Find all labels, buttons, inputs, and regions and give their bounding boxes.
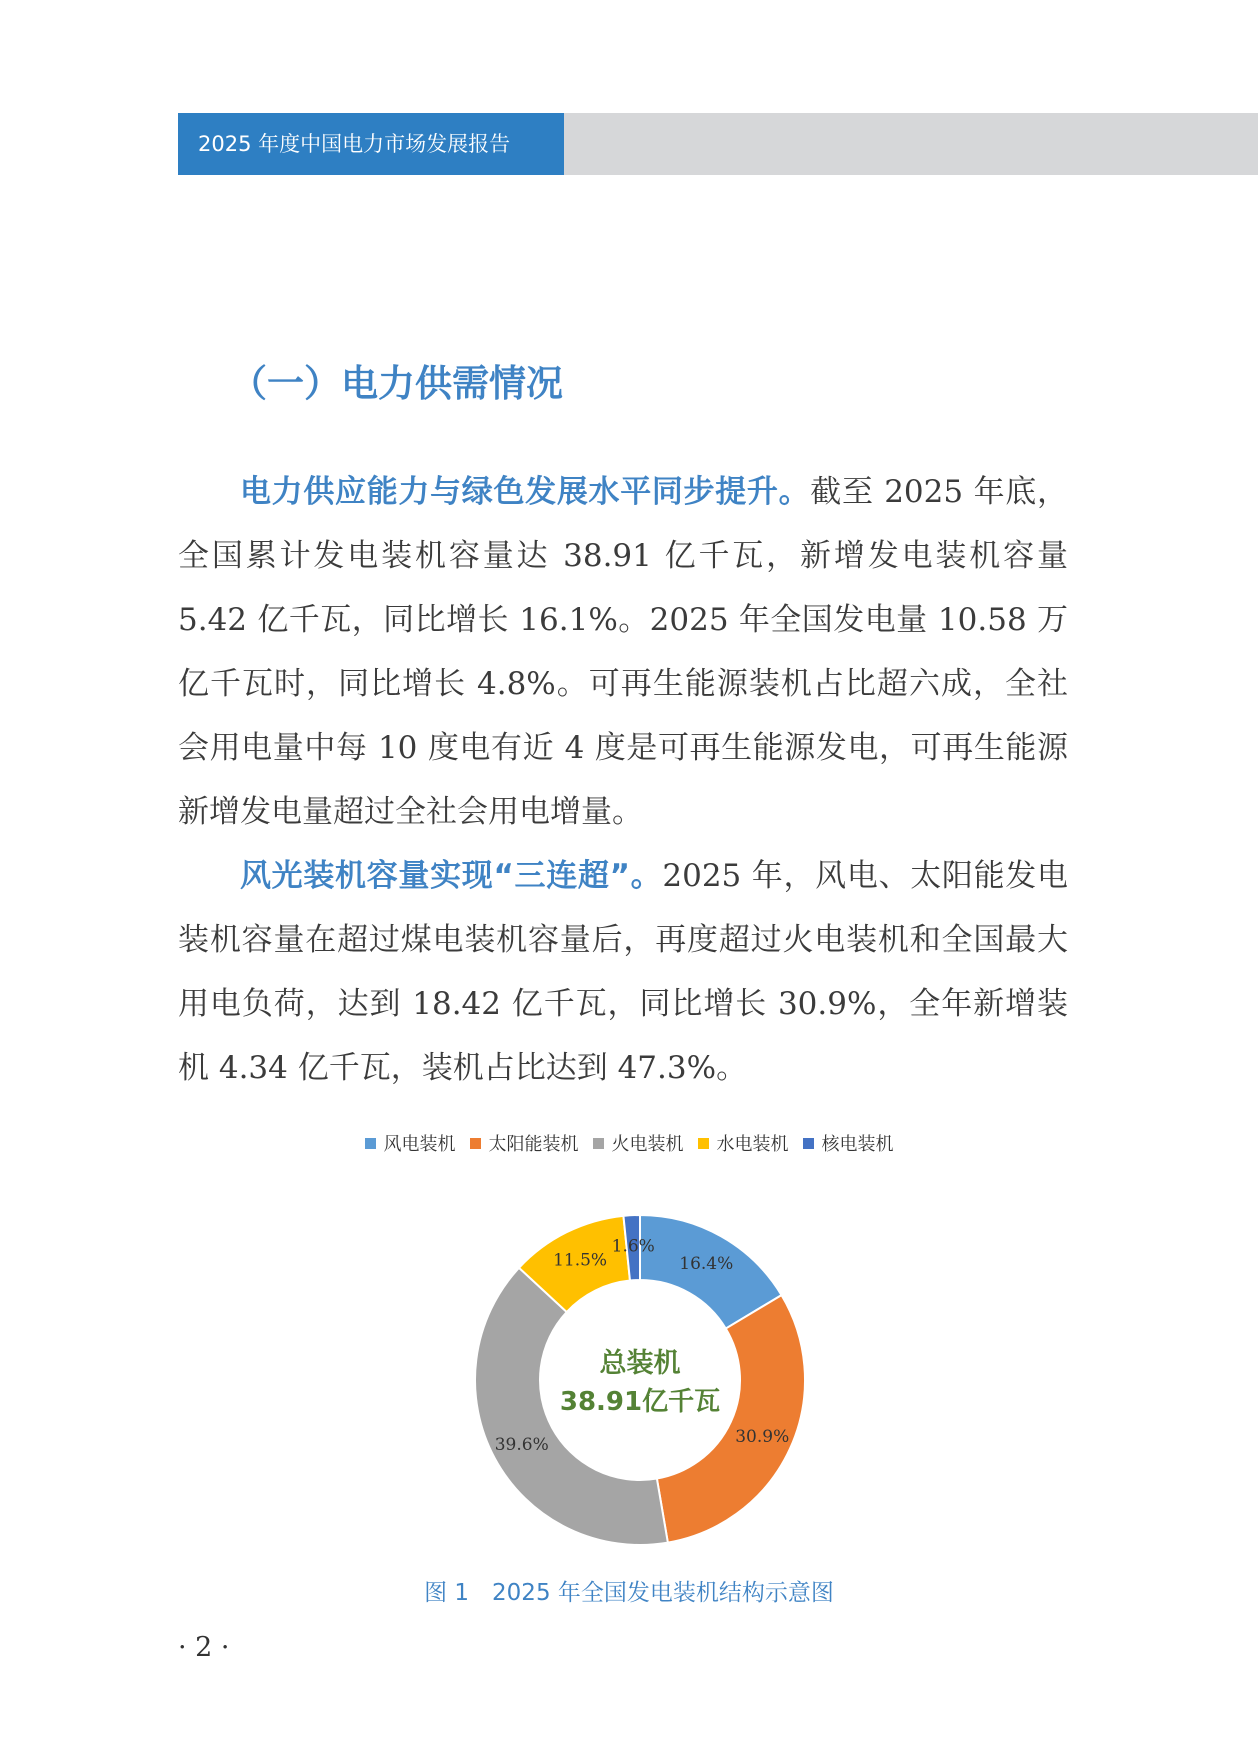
legend-swatch [470,1138,481,1149]
legend-swatch [803,1138,814,1149]
donut-chart [440,1180,840,1550]
slice-value-label: 11.5% [553,1250,608,1271]
body-text [178,460,1068,1100]
legend-swatch [593,1138,604,1149]
legend-item [698,1130,789,1156]
legend-label: 火电装机 [611,1134,684,1155]
running-header [0,113,1258,175]
header-title: 2025 年度中国电力市场发展报告 [178,113,564,175]
section-title: （一）电力供需情况 [230,362,563,405]
slice-value-label: 1.6% [611,1236,655,1257]
legend-swatch [365,1138,376,1149]
slice-value-label: 39.6% [494,1435,549,1456]
donut-center-title: 总装机 [599,1348,681,1379]
legend-label: 太阳能装机 [488,1134,579,1155]
legend-item [803,1130,894,1156]
slice-value-label: 16.4% [679,1253,734,1274]
paragraph-1-text: 截至 2025 年底，全国累计发电装机容量达 38.91 亿千瓦，新增发电装机容量 5.42 亿千瓦，同比增长 16.1%。2025 年全国发电量 10.58 万亿千瓦时，同比增长 4.8%。可再生能源装机占比超六成，全社会用电量中每 10 度电有近 4 度是可再生能源发电，可再生能源新增发电量超过全社会用电增量。 [178,474,1068,830]
page-number: · 2 · [178,1632,230,1663]
paragraph-2-lead: 风光装机容量实现“三连超”。 [240,858,663,894]
legend-item [470,1130,579,1156]
donut-slice [657,1295,805,1543]
legend-swatch [698,1138,709,1149]
chart-legend [0,1130,1258,1156]
legend-label: 水电装机 [716,1134,789,1155]
paragraph-1-lead: 电力供应能力与绿色发展水平同步提升。 [240,474,811,510]
legend-item [593,1130,684,1156]
paragraph-2-text: 2025 年，风电、太阳能发电装机容量在超过煤电装机容量后，再度超过火电装机和全国最大用电负荷，达到 18.42 亿千瓦，同比增长 30.9%，全年新增装机 4.34 亿千瓦，装机占比达到 47.3%。 [178,858,1068,1086]
paragraph-2 [178,844,1068,1100]
donut-center-value: 38.91亿千瓦 [559,1387,721,1417]
slice-value-label: 30.9% [735,1427,790,1448]
legend-item [365,1130,456,1156]
legend-label: 核电装机 [821,1134,894,1155]
legend-label: 风电装机 [383,1134,456,1155]
header-gray-band [564,113,1258,175]
paragraph-1 [178,460,1068,844]
figure-caption: 图 1 2025 年全国发电装机结构示意图 [424,1580,834,1606]
